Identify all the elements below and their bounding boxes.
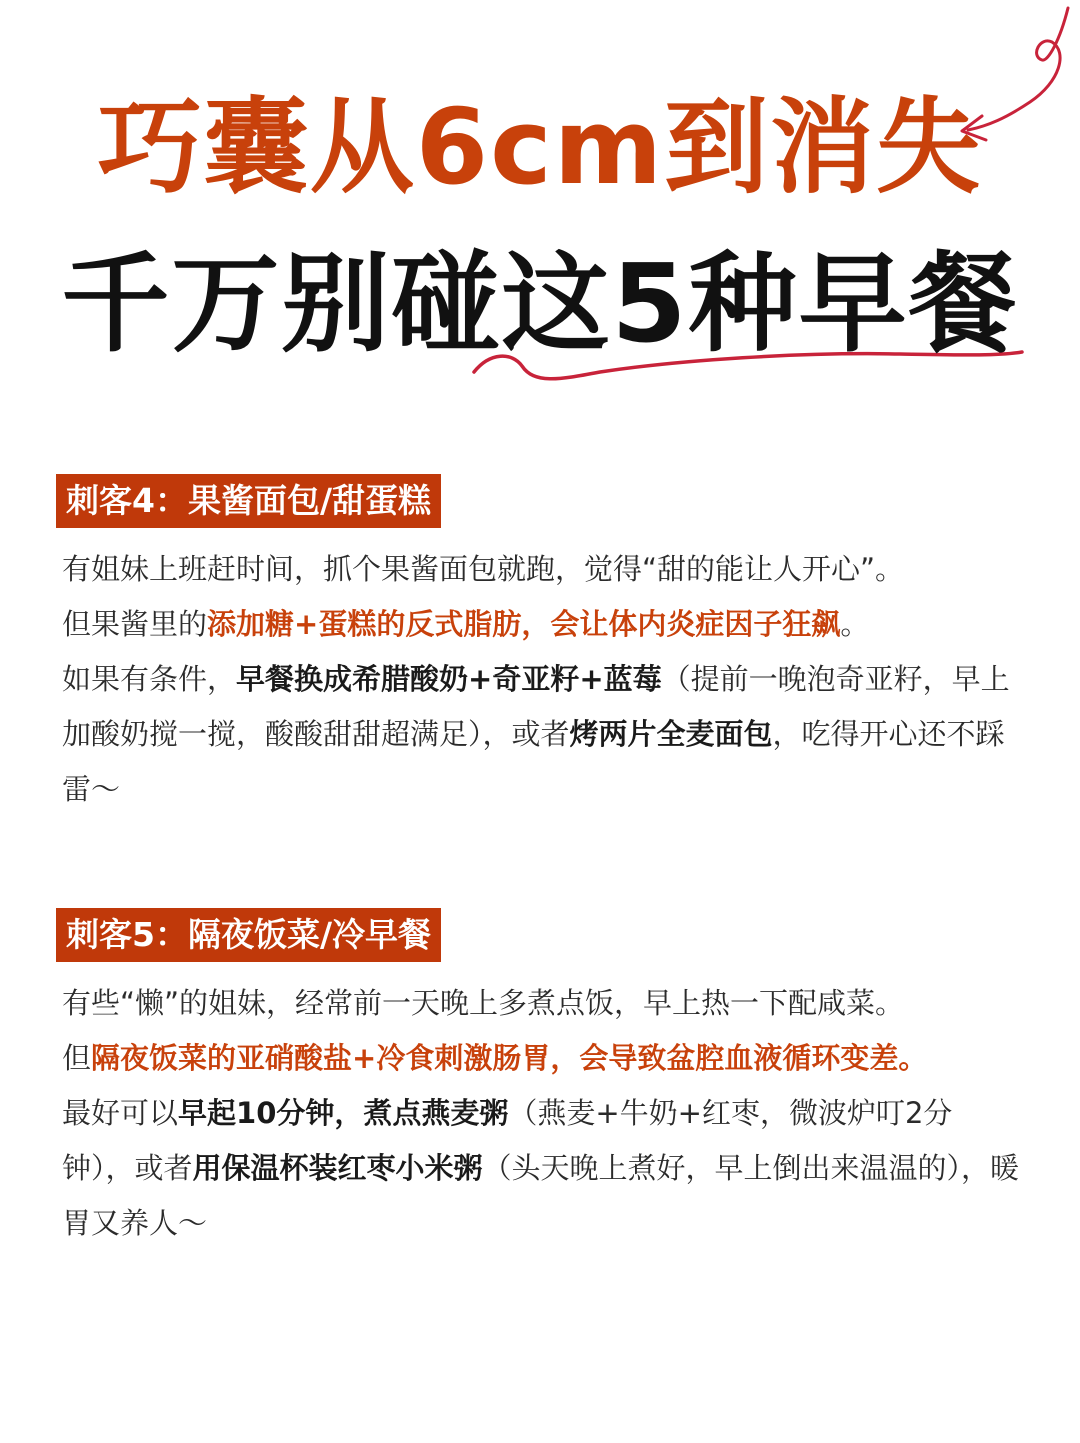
text-run: 最好可以 [62, 1096, 179, 1130]
page-title: 巧囊从6cm到消失 [97, 86, 983, 208]
text-run: 。 [840, 607, 870, 641]
section-assassin-5 [62, 908, 1022, 1251]
section-assassin-4 [62, 474, 1022, 817]
page-subtitle: 千万别碰这5种早餐 [61, 242, 1019, 367]
body-line [62, 542, 1022, 597]
text-run: 有姐妹上班赶时间，抓个果酱面包就跑，觉得“甜的能让人开心”。 [62, 552, 905, 586]
bold-text: 早起10分钟，煮点燕麦粥 [178, 1096, 509, 1130]
body-line [62, 597, 1022, 652]
body-line [62, 652, 1022, 817]
highlight-text: 隔夜饭菜的亚硝酸盐+冷食刺激肠胃，会导致盆腔血液循环变差。 [91, 1041, 928, 1075]
section-tag: 刺客5：隔夜饭菜/冷早餐 [56, 908, 441, 962]
text-run: 有些“懒”的姐妹，经常前一天晚上多煮点饭，早上热一下配咸菜。 [62, 986, 905, 1020]
body-line [62, 1086, 1022, 1251]
text-run: （提前一晚泡奇亚籽，早上加酸奶搅一搅，酸酸甜甜超满足），或者 [62, 662, 1010, 751]
body-line [62, 976, 1022, 1031]
text-run: 但果酱里的 [62, 607, 208, 641]
text-run: 但 [62, 1041, 92, 1075]
text-run: （燕麦+牛奶+红枣，微波炉叮2分钟），或者 [62, 1096, 953, 1185]
section-tag: 刺客4：果酱面包/甜蛋糕 [56, 474, 441, 528]
bold-text: 早餐换成希腊酸奶+奇亚籽+蓝莓 [236, 662, 662, 696]
text-run: ，吃得开心还不踩雷～ [62, 717, 1005, 806]
bold-text: 用保温杯装红枣小米粥 [192, 1151, 483, 1185]
bold-text: 烤两片全麦面包 [569, 717, 773, 751]
section-body [62, 542, 1022, 817]
text-run: 如果有条件， [62, 662, 237, 696]
text-run: （头天晚上煮好，早上倒出来温温的），暖胃又养人～ [62, 1151, 1020, 1240]
highlight-text: 添加糖+蛋糕的反式脂肪，会让体内炎症因子狂飙 [207, 607, 841, 641]
body-line [62, 1031, 1022, 1086]
section-body [62, 976, 1022, 1251]
